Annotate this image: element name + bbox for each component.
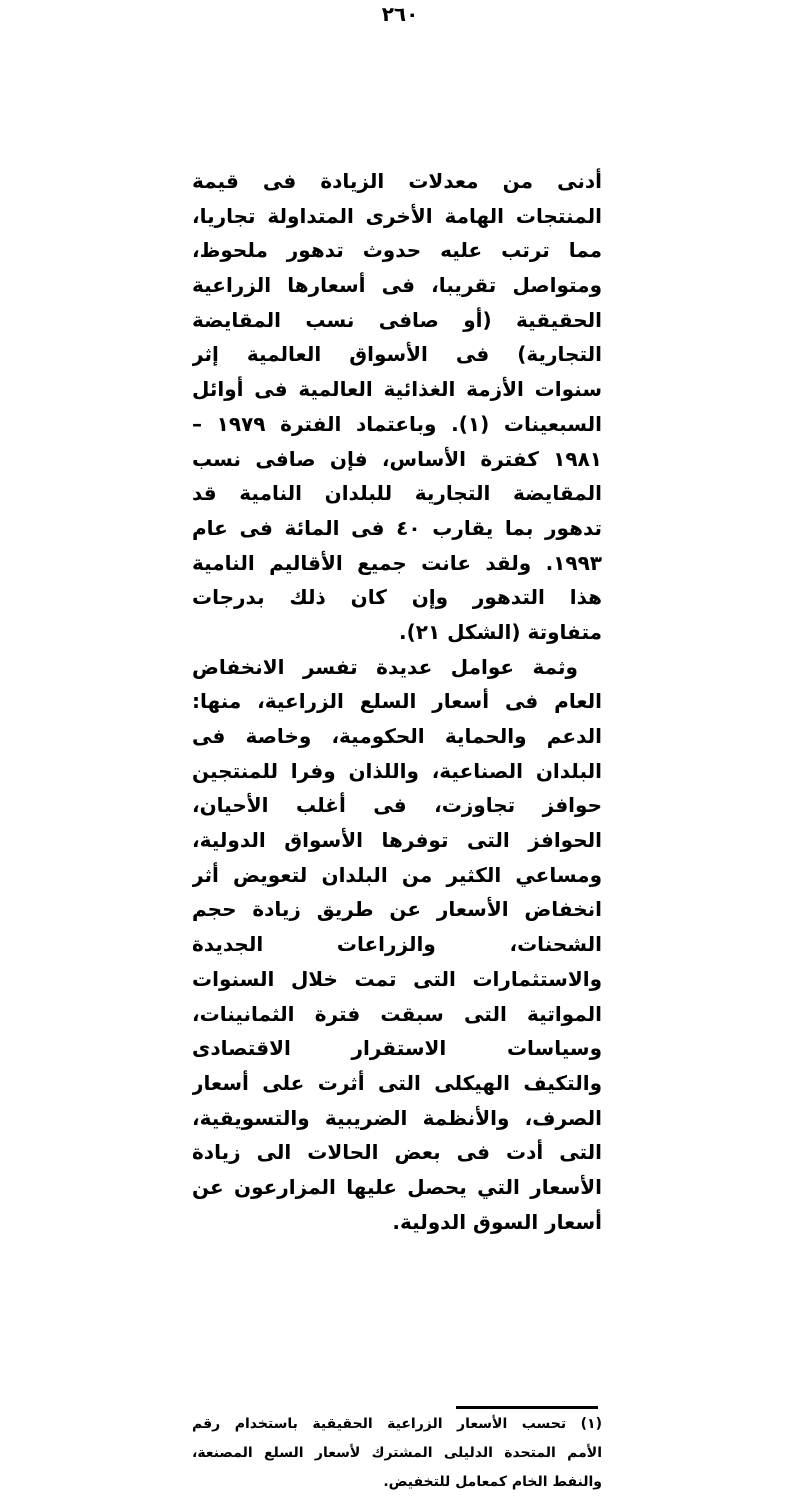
text-line: مما ترتب عليه حدوث تدهور ملحوظ، [192,238,602,263]
text-line: تدهور بما يقارب ٤٠ فى المائة فى عام [192,515,602,540]
text-line: متفاوتة (الشكل ٢١). [399,619,602,644]
text-line: ١٩٨١ كفترة الأساس، فإن صافى نسب [192,446,602,471]
text-line: المقايضة التجارية للبلدان النامية قد [192,481,602,506]
text-line: انخفاض الأسعار عن طريق زيادة حجم [192,897,602,922]
text-line: الشحنات، والزراعات الجديدة [192,932,602,957]
text-line: الحقيقية (أو صافى نسب المقايضة [192,307,602,332]
footnote-line: الأمم المتحدة الدليلى المشترك لأسعار السلع المصنعة، [192,1445,602,1461]
body-text [192,164,602,1239]
text-line: الأسعار التي يحصل عليها المزارعون عن [192,1174,602,1199]
text-line: التى أدت فى بعض الحالات الى زيادة [192,1140,602,1165]
text-line: والتكيف الهيكلى التى أثرت على أسعار [192,1070,602,1095]
page-number: ٢٦٠ [381,2,419,26]
text-line: أدنى من معدلات الزيادة فى قيمة [192,169,602,193]
text-line: ١٩٩٣. ولقد عانت جميع الأقاليم النامية [192,550,602,575]
footnote [192,1410,602,1497]
text-line: المواتية التى سبقت فترة الثمانينات، [192,1001,602,1026]
text-line: العام فى أسعار السلع الزراعية، منها: [192,689,602,714]
text-line: والاستثمارات التى تمت خلال السنوات [192,966,602,991]
text-line: الدعم والحماية الحكومية، وخاصة فى [192,724,602,748]
text-line: الصرف، والأنظمة الضريبية والتسويقية، [192,1105,602,1130]
text-line: أسعار السوق الدولية. [392,1209,602,1234]
text-line: التجارية) فى الأسواق العالمية إثر [192,342,602,367]
text-line: المنتجات الهامة الأخرى المتداولة تجاريا، [192,203,602,228]
text-line: الحوافز التى توفرها الأسواق الدولية، [192,828,602,853]
text-line: سنوات الأزمة الغذائية العالمية فى أوائل [192,377,602,402]
text-line: البلدان الصناعية، واللذان وفرا للمنتجين [192,758,602,783]
text-line: ومتواصل تقريبا، فى أسعارها الزراعية [192,273,602,298]
text-line: السبعينات (١). وباعتماد الفترة ١٩٧٩ – [192,411,602,436]
text-line: ومساعي الكثير من البلدان لتعويض أثر [192,862,602,887]
footnote-line: والنفط الخام كمعامل للتخفيض. [383,1474,602,1490]
text-line: هذا التدهور وإن كان ذلك بدرجات [192,585,602,610]
footnote-divider [456,1406,598,1409]
text-line: وسياسات الاستقرار الاقتصادى [192,1036,602,1061]
footnote-line: (١) تحسب الأسعار الزراعية الحقيقية باستخدام رقم [192,1416,602,1432]
text-line: وثمة عوامل عديدة تفسر الانخفاض [192,654,578,679]
text-line: حوافز تجاوزت، فى أغلب الأحيان، [192,793,602,818]
